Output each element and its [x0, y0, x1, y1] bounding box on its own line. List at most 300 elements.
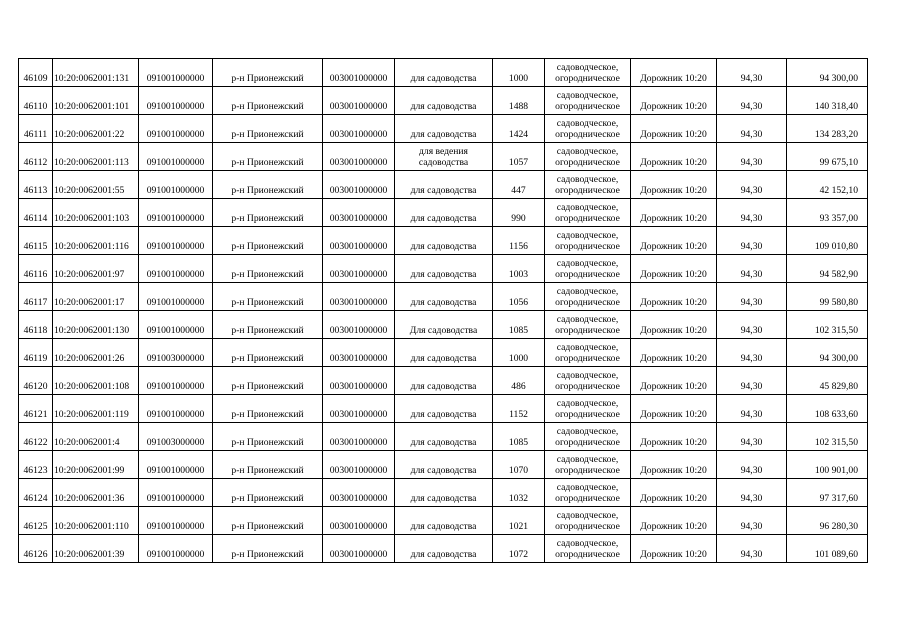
zone-cell	[631, 395, 717, 423]
zone-cell-text: Дорожник 10:20	[640, 493, 707, 504]
purpose-cell-text: для садоводства	[410, 493, 477, 504]
purpose-cell-text: для садоводства	[410, 549, 477, 560]
rate-cell-text: 94,30	[740, 325, 763, 336]
district-cell-text: р-н Прионежский	[231, 297, 304, 308]
row-number-cell	[19, 59, 53, 87]
district-cell-text: р-н Прионежский	[231, 465, 304, 476]
area-cell	[493, 255, 545, 283]
okato-code-cell	[139, 311, 213, 339]
district-cell-text: р-н Прионежский	[231, 381, 304, 392]
area-cell-text: 1488	[508, 101, 529, 112]
usage-category-cell	[545, 451, 631, 479]
area-cell-text: 447	[511, 185, 526, 196]
district-cell-text: р-н Прионежский	[231, 213, 304, 224]
table-row	[19, 87, 868, 115]
district-cell-text: р-н Прионежский	[231, 157, 304, 168]
row-number-cell	[19, 255, 53, 283]
cadastral-number-cell	[53, 115, 139, 143]
cadastral-value-cell-text: 45 829,80	[819, 381, 858, 392]
usage-category-cell	[545, 535, 631, 563]
row-number-cell	[19, 143, 53, 171]
purpose-cell	[395, 115, 493, 143]
location-code-cell-text: 003001000000	[329, 493, 388, 504]
zone-cell	[631, 87, 717, 115]
usage-category-cell-text: садоводческое, огородническое	[555, 398, 620, 420]
row-number-cell-text: 46121	[23, 409, 48, 420]
okato-code-cell-text: 091001000000	[146, 297, 205, 308]
row-number-cell	[19, 311, 53, 339]
cadastral-value-cell	[787, 87, 868, 115]
purpose-cell	[395, 451, 493, 479]
purpose-cell	[395, 283, 493, 311]
district-cell	[213, 507, 323, 535]
location-code-cell	[323, 255, 395, 283]
usage-category-cell-text: садоводческое, огородническое	[555, 314, 620, 336]
purpose-cell	[395, 479, 493, 507]
land-registry-table	[18, 58, 868, 563]
area-cell	[493, 507, 545, 535]
cadastral-value-cell	[787, 199, 868, 227]
rate-cell	[717, 395, 787, 423]
row-number-cell-text: 46125	[23, 521, 48, 532]
okato-code-cell	[139, 451, 213, 479]
district-cell-text: р-н Прионежский	[231, 129, 304, 140]
location-code-cell	[323, 451, 395, 479]
area-cell-text: 1072	[508, 549, 529, 560]
okato-code-cell	[139, 283, 213, 311]
area-cell-text: 1032	[508, 493, 529, 504]
row-number-cell-text: 46112	[23, 157, 48, 168]
area-cell	[493, 423, 545, 451]
zone-cell	[631, 311, 717, 339]
cadastral-number-cell	[53, 423, 139, 451]
cadastral-value-cell-text: 102 315,50	[814, 325, 858, 336]
area-cell	[493, 451, 545, 479]
okato-code-cell-text: 091003000000	[146, 437, 205, 448]
cadastral-value-cell-text: 99 580,80	[819, 297, 858, 308]
cadastral-number-cell-text: 10:20:0062001:36	[54, 493, 125, 504]
cadastral-number-cell	[53, 479, 139, 507]
area-cell-text: 1085	[508, 325, 529, 336]
cadastral-value-cell	[787, 283, 868, 311]
usage-category-cell	[545, 283, 631, 311]
district-cell-text: р-н Прионежский	[231, 549, 304, 560]
row-number-cell	[19, 367, 53, 395]
area-cell-text: 486	[511, 381, 526, 392]
cadastral-value-cell	[787, 227, 868, 255]
location-code-cell	[323, 479, 395, 507]
okato-code-cell	[139, 87, 213, 115]
district-cell	[213, 143, 323, 171]
okato-code-cell-text: 091001000000	[146, 241, 205, 252]
cadastral-number-cell	[53, 507, 139, 535]
table-row	[19, 59, 868, 87]
table-row	[19, 395, 868, 423]
rate-cell-text: 94,30	[740, 73, 763, 84]
cadastral-number-cell	[53, 535, 139, 563]
rate-cell-text: 94,30	[740, 185, 763, 196]
table-row	[19, 423, 868, 451]
district-cell	[213, 535, 323, 563]
area-cell-text: 1070	[508, 465, 529, 476]
district-cell	[213, 339, 323, 367]
cadastral-value-cell-text: 96 280,30	[819, 521, 858, 532]
usage-category-cell	[545, 171, 631, 199]
row-number-cell	[19, 479, 53, 507]
purpose-cell-text: для садоводства	[410, 409, 477, 420]
district-cell	[213, 227, 323, 255]
usage-category-cell-text: садоводческое, огородническое	[555, 258, 620, 280]
rate-cell	[717, 479, 787, 507]
location-code-cell-text: 003001000000	[329, 549, 388, 560]
rate-cell	[717, 339, 787, 367]
rate-cell	[717, 227, 787, 255]
zone-cell	[631, 423, 717, 451]
usage-category-cell-text: садоводческое, огородническое	[555, 370, 620, 392]
cadastral-number-cell-text: 10:20:0062001:55	[54, 185, 125, 196]
rate-cell-text: 94,30	[740, 409, 763, 420]
table-row	[19, 535, 868, 563]
purpose-cell	[395, 199, 493, 227]
cadastral-number-cell	[53, 339, 139, 367]
cadastral-number-cell	[53, 395, 139, 423]
location-code-cell	[323, 59, 395, 87]
cadastral-value-cell	[787, 115, 868, 143]
location-code-cell-text: 003001000000	[329, 297, 388, 308]
purpose-cell	[395, 507, 493, 535]
rate-cell-text: 94,30	[740, 437, 763, 448]
cadastral-value-cell-text: 109 010,80	[814, 241, 858, 252]
row-number-cell-text: 46119	[23, 353, 48, 364]
rate-cell-text: 94,30	[740, 297, 763, 308]
cadastral-number-cell	[53, 171, 139, 199]
area-cell-text: 1424	[508, 129, 529, 140]
table-row	[19, 311, 868, 339]
area-cell	[493, 367, 545, 395]
cadastral-value-cell	[787, 451, 868, 479]
area-cell	[493, 283, 545, 311]
rate-cell	[717, 255, 787, 283]
okato-code-cell-text: 091001000000	[146, 521, 205, 532]
row-number-cell	[19, 535, 53, 563]
table-row	[19, 171, 868, 199]
cadastral-number-cell-text: 10:20:0062001:130	[54, 325, 130, 336]
area-cell	[493, 171, 545, 199]
cadastral-number-cell-text: 10:20:0062001:17	[54, 297, 125, 308]
purpose-cell	[395, 423, 493, 451]
zone-cell	[631, 479, 717, 507]
usage-category-cell-text: садоводческое, огородническое	[555, 454, 620, 476]
purpose-cell-text: для садоводства	[410, 521, 477, 532]
purpose-cell-text: для садоводства	[410, 381, 477, 392]
district-cell	[213, 311, 323, 339]
table-body	[19, 59, 868, 563]
table-row	[19, 283, 868, 311]
okato-code-cell-text: 091001000000	[146, 381, 205, 392]
area-cell-text: 1056	[508, 297, 529, 308]
row-number-cell	[19, 423, 53, 451]
purpose-cell-text: для садоводства	[410, 297, 477, 308]
cadastral-number-cell-text: 10:20:0062001:101	[54, 101, 130, 112]
cadastral-value-cell	[787, 535, 868, 563]
table-row	[19, 479, 868, 507]
district-cell	[213, 171, 323, 199]
row-number-cell-text: 46120	[23, 381, 48, 392]
okato-code-cell-text: 091001000000	[146, 269, 205, 280]
okato-code-cell	[139, 199, 213, 227]
cadastral-value-cell	[787, 59, 868, 87]
location-code-cell-text: 003001000000	[329, 465, 388, 476]
location-code-cell	[323, 395, 395, 423]
row-number-cell-text: 46116	[23, 269, 48, 280]
location-code-cell-text: 003001000000	[329, 213, 388, 224]
cadastral-value-cell-text: 134 283,20	[814, 129, 858, 140]
zone-cell	[631, 451, 717, 479]
cadastral-number-cell-text: 10:20:0062001:99	[54, 465, 125, 476]
cadastral-number-cell-text: 10:20:0062001:103	[54, 213, 130, 224]
purpose-cell	[395, 395, 493, 423]
cadastral-value-cell-text: 94 300,00	[819, 353, 858, 364]
cadastral-number-cell-text: 10:20:0062001:119	[54, 409, 129, 420]
district-cell	[213, 423, 323, 451]
usage-category-cell-text: садоводческое, огородническое	[555, 482, 620, 504]
row-number-cell	[19, 339, 53, 367]
cadastral-number-cell	[53, 59, 139, 87]
usage-category-cell-text: садоводческое, огородническое	[555, 510, 620, 532]
district-cell-text: р-н Прионежский	[231, 73, 304, 84]
location-code-cell	[323, 171, 395, 199]
cadastral-number-cell-text: 10:20:0062001:131	[54, 73, 130, 84]
cadastral-number-cell-text: 10:20:0062001:97	[54, 269, 125, 280]
rate-cell	[717, 171, 787, 199]
rate-cell	[717, 367, 787, 395]
usage-category-cell-text: садоводческое, огородническое	[555, 342, 620, 364]
rate-cell-text: 94,30	[740, 493, 763, 504]
purpose-cell	[395, 171, 493, 199]
purpose-cell	[395, 339, 493, 367]
usage-category-cell-text: садоводческое, огородническое	[555, 286, 620, 308]
cadastral-number-cell	[53, 311, 139, 339]
area-cell-text: 990	[511, 213, 526, 224]
rate-cell	[717, 59, 787, 87]
okato-code-cell-text: 091001000000	[146, 101, 205, 112]
cadastral-value-cell-text: 94 582,90	[819, 269, 858, 280]
rate-cell-text: 94,30	[740, 269, 763, 280]
district-cell	[213, 87, 323, 115]
row-number-cell-text: 46117	[23, 297, 48, 308]
okato-code-cell-text: 091001000000	[146, 73, 205, 84]
zone-cell	[631, 227, 717, 255]
okato-code-cell-text: 091001000000	[146, 185, 205, 196]
location-code-cell-text: 003001000000	[329, 325, 388, 336]
purpose-cell-text: для садоводства	[410, 73, 477, 84]
okato-code-cell	[139, 423, 213, 451]
purpose-cell-text: для садоводства	[410, 465, 477, 476]
rate-cell	[717, 87, 787, 115]
table-row	[19, 199, 868, 227]
location-code-cell-text: 003001000000	[329, 409, 388, 420]
area-cell	[493, 87, 545, 115]
rate-cell-text: 94,30	[740, 465, 763, 476]
district-cell-text: р-н Прионежский	[231, 493, 304, 504]
location-code-cell-text: 003001000000	[329, 353, 388, 364]
area-cell	[493, 535, 545, 563]
area-cell	[493, 339, 545, 367]
area-cell	[493, 479, 545, 507]
okato-code-cell	[139, 171, 213, 199]
rate-cell	[717, 143, 787, 171]
okato-code-cell	[139, 255, 213, 283]
district-cell	[213, 479, 323, 507]
purpose-cell	[395, 59, 493, 87]
usage-category-cell-text: садоводческое, огородническое	[555, 174, 620, 196]
location-code-cell-text: 003001000000	[329, 381, 388, 392]
usage-category-cell	[545, 59, 631, 87]
rate-cell-text: 94,30	[740, 381, 763, 392]
location-code-cell-text: 003001000000	[329, 129, 388, 140]
row-number-cell	[19, 283, 53, 311]
usage-category-cell-text: садоводческое, огородническое	[555, 146, 620, 168]
row-number-cell-text: 46113	[23, 185, 48, 196]
cadastral-value-cell-text: 93 357,00	[819, 213, 858, 224]
rate-cell	[717, 283, 787, 311]
area-cell	[493, 227, 545, 255]
district-cell-text: р-н Прионежский	[231, 185, 304, 196]
zone-cell	[631, 535, 717, 563]
area-cell	[493, 59, 545, 87]
zone-cell	[631, 143, 717, 171]
district-cell	[213, 199, 323, 227]
rate-cell-text: 94,30	[740, 213, 763, 224]
location-code-cell	[323, 535, 395, 563]
row-number-cell-text: 46111	[23, 129, 48, 140]
purpose-cell	[395, 255, 493, 283]
zone-cell-text: Дорожник 10:20	[640, 353, 707, 364]
area-cell-text: 1003	[508, 269, 529, 280]
usage-category-cell	[545, 339, 631, 367]
rate-cell	[717, 451, 787, 479]
location-code-cell-text: 003001000000	[329, 101, 388, 112]
rate-cell-text: 94,30	[740, 129, 763, 140]
area-cell	[493, 395, 545, 423]
district-cell-text: р-н Прионежский	[231, 325, 304, 336]
location-code-cell	[323, 115, 395, 143]
rate-cell	[717, 199, 787, 227]
okato-code-cell	[139, 143, 213, 171]
area-cell	[493, 199, 545, 227]
location-code-cell-text: 003001000000	[329, 521, 388, 532]
area-cell	[493, 115, 545, 143]
okato-code-cell-text: 091001000000	[146, 409, 205, 420]
purpose-cell-text: для садоводства	[410, 101, 477, 112]
zone-cell	[631, 59, 717, 87]
cadastral-value-cell	[787, 311, 868, 339]
cadastral-number-cell	[53, 87, 139, 115]
okato-code-cell-text: 091001000000	[146, 129, 205, 140]
okato-code-cell	[139, 367, 213, 395]
usage-category-cell	[545, 87, 631, 115]
cadastral-number-cell	[53, 367, 139, 395]
purpose-cell	[395, 311, 493, 339]
purpose-cell	[395, 535, 493, 563]
district-cell	[213, 283, 323, 311]
zone-cell-text: Дорожник 10:20	[640, 213, 707, 224]
row-number-cell	[19, 171, 53, 199]
district-cell	[213, 115, 323, 143]
usage-category-cell	[545, 199, 631, 227]
zone-cell-text: Дорожник 10:20	[640, 185, 707, 196]
cadastral-value-cell	[787, 339, 868, 367]
purpose-cell-text: для садоводства	[410, 185, 477, 196]
usage-category-cell	[545, 255, 631, 283]
row-number-cell-text: 46126	[23, 549, 48, 560]
rate-cell-text: 94,30	[740, 157, 763, 168]
area-cell-text: 1156	[509, 241, 528, 252]
zone-cell-text: Дорожник 10:20	[640, 465, 707, 476]
row-number-cell-text: 46110	[23, 101, 48, 112]
cadastral-number-cell-text: 10:20:0062001:39	[54, 549, 125, 560]
table-row	[19, 367, 868, 395]
cadastral-number-cell-text: 10:20:0062001:113	[54, 157, 129, 168]
okato-code-cell-text: 091001000000	[146, 549, 205, 560]
rate-cell-text: 94,30	[740, 549, 763, 560]
area-cell-text: 1057	[508, 157, 529, 168]
district-cell	[213, 59, 323, 87]
district-cell-text: р-н Прионежский	[231, 101, 304, 112]
cadastral-number-cell	[53, 255, 139, 283]
cadastral-number-cell	[53, 451, 139, 479]
row-number-cell-text: 46123	[23, 465, 48, 476]
usage-category-cell-text: садоводческое, огородническое	[555, 230, 620, 252]
rate-cell	[717, 507, 787, 535]
location-code-cell	[323, 507, 395, 535]
location-code-cell	[323, 143, 395, 171]
district-cell-text: р-н Прионежский	[231, 409, 304, 420]
okato-code-cell	[139, 339, 213, 367]
district-cell	[213, 395, 323, 423]
purpose-cell	[395, 367, 493, 395]
zone-cell	[631, 367, 717, 395]
cadastral-value-cell-text: 108 633,60	[814, 409, 858, 420]
area-cell-text: 1085	[508, 437, 529, 448]
zone-cell-text: Дорожник 10:20	[640, 381, 707, 392]
usage-category-cell	[545, 143, 631, 171]
usage-category-cell	[545, 311, 631, 339]
location-code-cell-text: 003001000000	[329, 241, 388, 252]
okato-code-cell	[139, 115, 213, 143]
purpose-cell-text: для садоводства	[410, 353, 477, 364]
row-number-cell-text: 46114	[23, 213, 48, 224]
location-code-cell-text: 003001000000	[329, 269, 388, 280]
rate-cell	[717, 311, 787, 339]
row-number-cell-text: 46115	[23, 241, 48, 252]
area-cell-text: 1152	[509, 409, 528, 420]
cadastral-number-cell-text: 10:20:0062001:22	[54, 129, 125, 140]
location-code-cell	[323, 199, 395, 227]
okato-code-cell	[139, 479, 213, 507]
usage-category-cell	[545, 227, 631, 255]
cadastral-value-cell-text: 94 300,00	[819, 73, 858, 84]
zone-cell	[631, 507, 717, 535]
location-code-cell	[323, 283, 395, 311]
table-row	[19, 255, 868, 283]
location-code-cell	[323, 339, 395, 367]
cadastral-value-cell	[787, 423, 868, 451]
table-row	[19, 115, 868, 143]
cadastral-number-cell	[53, 143, 139, 171]
table-row	[19, 339, 868, 367]
district-cell-text: р-н Прионежский	[231, 521, 304, 532]
